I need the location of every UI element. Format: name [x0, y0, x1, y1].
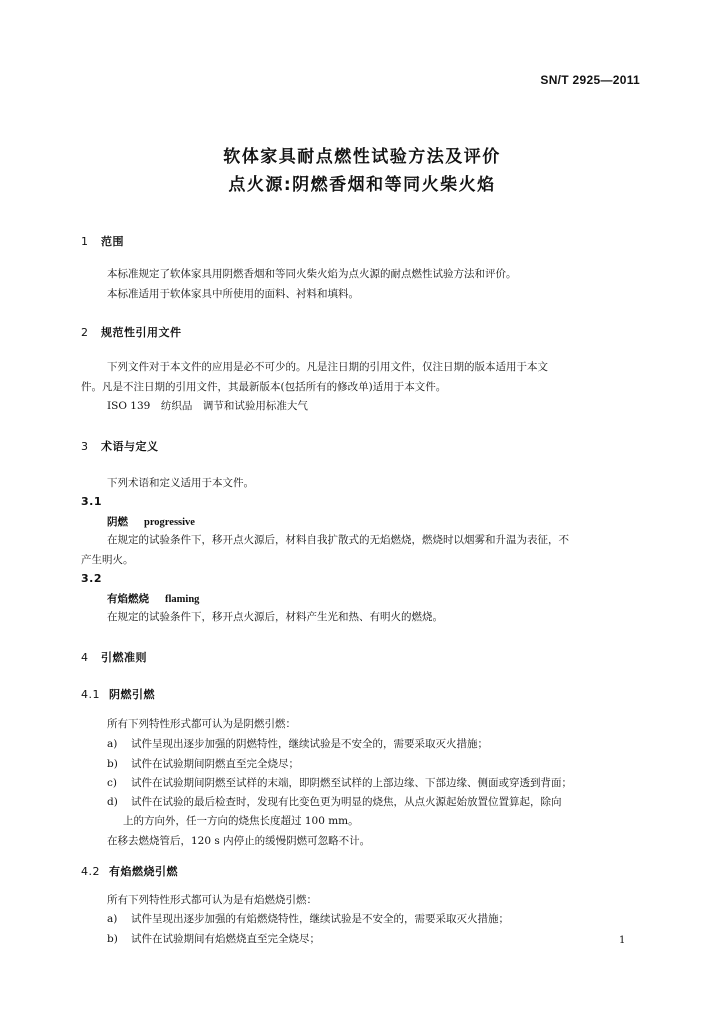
list-marker: d) [107, 796, 118, 808]
section-title: 范围 [101, 235, 124, 248]
subsection-title: 阴燃引燃 [109, 688, 155, 701]
section-number: 4 [81, 651, 89, 664]
paragraph: 下列文件对于本文件的应用是必不可少的。凡是注日期的引用文件，仅注日期的版本适用于本文 [107, 361, 548, 373]
list-marker: a) [107, 738, 118, 750]
paragraph: 下列术语和定义适用于本文件。 [107, 477, 254, 489]
list-text: 试件在试验期间阴燃至试样的末端，即阴燃至试样的上部边缘、下部边缘、侧面或穿透到背面； [131, 777, 572, 789]
term-zh: 有焰燃烧 [107, 593, 149, 605]
subsection-number: 4.1 [81, 688, 100, 701]
subsection-number: 4.2 [81, 865, 100, 878]
section-1-heading [81, 233, 124, 249]
paragraph-continuation: 件。凡是不注日期的引用文件，其最新版本(包括所有的修改单)适用于本文件。 [81, 381, 447, 393]
list-item [107, 776, 572, 790]
section-3-heading [81, 438, 159, 454]
paragraph: 本标准适用于软体家具中所使用的面料、衬料和填料。 [107, 288, 359, 300]
subsection-title: 有焰燃烧引燃 [109, 865, 178, 878]
term-zh: 阴燃 [107, 516, 128, 528]
list-text: 试件呈现出逐步加强的有焰燃烧特性，继续试验是不安全的，需要采取灭火措施； [131, 913, 509, 925]
term-en: flaming [165, 594, 200, 605]
section-title: 术语与定义 [101, 440, 159, 453]
normative-reference: ISO 139 纺织品 调节和试验用标准大气 [107, 400, 308, 412]
section-number: 2 [81, 326, 89, 339]
list-marker: a) [107, 913, 118, 925]
list-marker: c) [107, 777, 117, 789]
paragraph: 所有下列特性形式都可认为是阴燃引燃： [107, 718, 296, 730]
list-text: 试件在试验期间有焰燃烧直至完全烧尽； [131, 933, 320, 945]
document-title-line1: 软体家具耐点燃性试验方法及评价 [223, 147, 501, 167]
term-3-2 [107, 591, 199, 606]
list-marker: b) [107, 758, 118, 770]
term-number: 3.2 [81, 572, 102, 585]
term-definition: 在规定的试验条件下，移开点火源后，材料产生光和热、有明火的燃烧。 [107, 611, 443, 623]
page-number: 1 [619, 935, 626, 946]
list-text: 试件在试验的最后检查时，发现有比变色更为明显的烧焦，从点火源起始放置位置算起，除向 [131, 796, 562, 808]
list-item [107, 795, 562, 809]
standard-number: SN/T 2925—2011 [540, 73, 640, 87]
section-4-heading [81, 649, 147, 665]
term-3-1 [107, 514, 195, 529]
list-text: 试件在试验期间阴燃直至完全烧尽； [131, 758, 299, 770]
section-number: 1 [81, 235, 89, 248]
list-item-continuation: 上的方向外，任一方向的烧焦长度超过 100 mm。 [123, 815, 359, 827]
section-title: 规范性引用文件 [101, 326, 182, 339]
paragraph: 本标准规定了软体家具用阴燃香烟和等同火柴火焰为点火源的耐点燃性试验方法和评价。 [107, 268, 517, 280]
list-marker: b) [107, 933, 118, 945]
document-title-line2: 点火源:阴燃香烟和等同火柴火焰 [228, 175, 496, 195]
term-definition-continuation: 产生明火。 [81, 554, 134, 566]
section-title: 引燃准则 [101, 651, 147, 664]
section-2-heading [81, 324, 182, 340]
paragraph: 在移去燃烧管后，120 s 内停止的缓慢阴燃可忽略不计。 [107, 835, 371, 847]
subsection-4-2-heading [81, 863, 178, 879]
list-text: 试件呈现出逐步加强的阴燃特性，继续试验是不安全的，需要采取灭火措施； [131, 738, 488, 750]
term-en: progressive [144, 517, 195, 528]
subsection-4-1-heading [81, 686, 155, 702]
term-number: 3.1 [81, 495, 102, 508]
list-item [107, 912, 509, 926]
list-item [107, 757, 299, 771]
paragraph: 所有下列特性形式都可认为是有焰燃烧引燃： [107, 894, 317, 906]
list-item [107, 932, 320, 946]
list-item [107, 737, 488, 751]
section-number: 3 [81, 440, 89, 453]
term-definition: 在规定的试验条件下，移开点火源后，材料自我扩散式的无焰燃烧，燃烧时以烟雾和升温为表征，不 [107, 534, 569, 546]
